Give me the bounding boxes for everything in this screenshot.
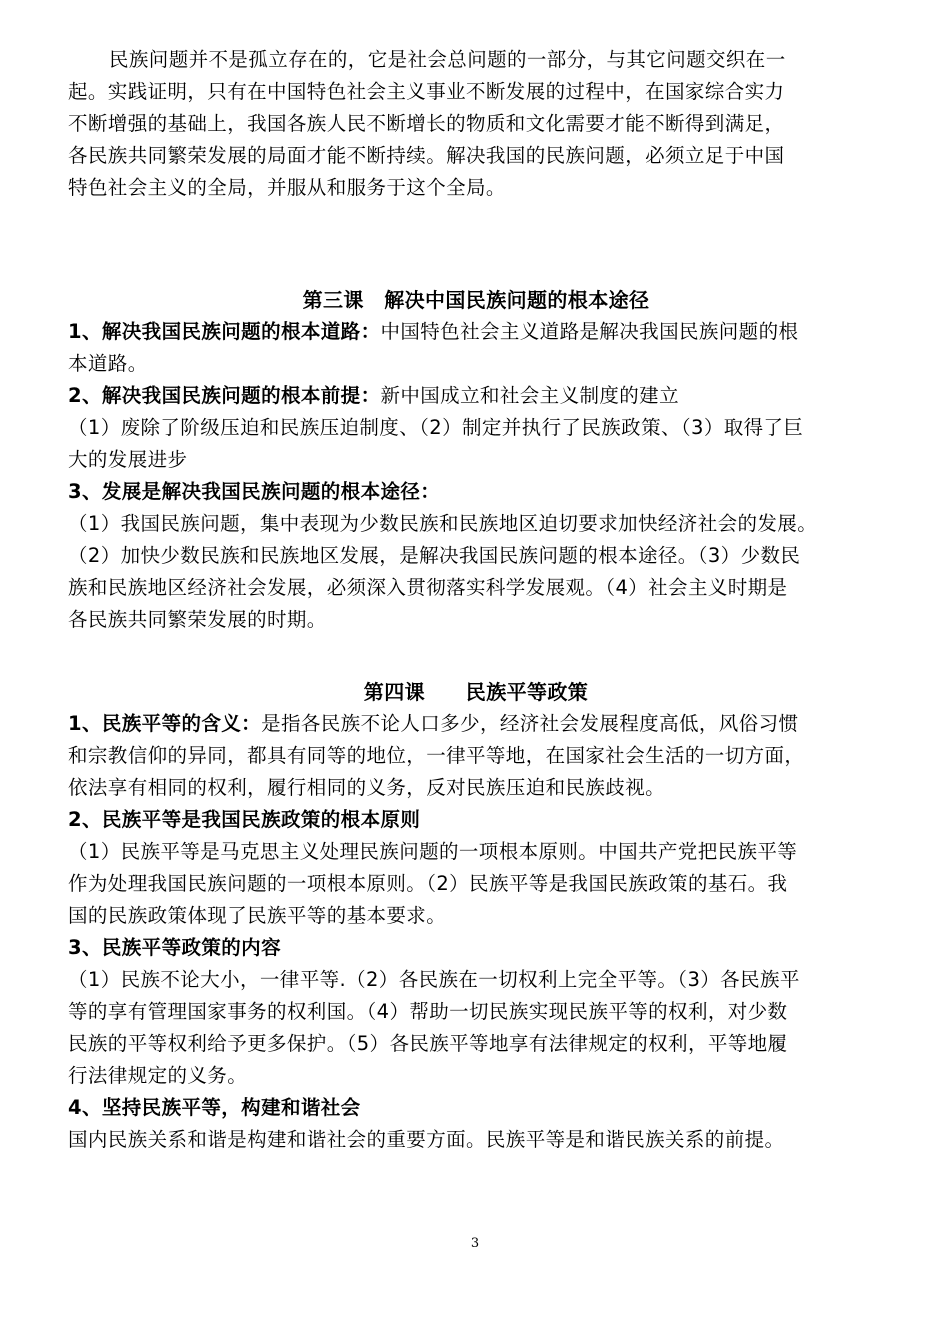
paragraph-line: （2）加快少数民族和民族地区发展，是解决我国民族问题的根本途径。（3）少数民	[68, 544, 801, 567]
paragraph-line: 依法享有相同的权利，履行相同的义务，反对民族压迫和民族歧视。	[68, 776, 666, 799]
lesson-4-item-4-heading: 4、坚持民族平等，构建和谐社会	[68, 1096, 361, 1119]
lesson-4-item-1	[68, 708, 884, 740]
lesson-4-section	[68, 676, 884, 1156]
paragraph-line: 大的发展进步	[68, 448, 188, 471]
lesson-3-item-1	[68, 316, 884, 348]
lesson-4-item-2-heading: 2、民族平等是我国民族政策的根本原则	[68, 808, 421, 831]
paragraph-line: 起。实践证明，只有在中国特色社会主义事业不断发展的过程中，在国家综合实力	[68, 80, 785, 103]
paragraph-line: 国的民族政策体现了民族平等的基本要求。	[68, 904, 447, 927]
paragraph-line: 国内民族关系和谐是构建和谐社会的重要方面。民族平等是和谐民族关系的前提。	[68, 1128, 785, 1151]
paragraph-line: 族和民族地区经济社会发展，必须深入贯彻落实科学发展观。（4）社会主义时期是	[68, 576, 788, 599]
paragraph-line: 民族问题并不是孤立存在的，它是社会总问题的一部分，与其它问题交织在一	[109, 48, 786, 71]
intro-paragraph	[68, 44, 884, 204]
page-number: 3	[470, 1236, 480, 1251]
item-text: 中国特色社会主义道路是解决我国民族问题的根	[380, 320, 799, 343]
item-text: 新中国成立和社会主义制度的建立	[380, 384, 679, 407]
paragraph-line: （1）我国民族问题，集中表现为少数民族和民族地区迫切要求加快经济社会的发展。	[68, 512, 818, 535]
paragraph-line: 作为处理我国民族问题的一项根本原则。（2）民族平等是我国民族政策的基石。我	[68, 872, 788, 895]
paragraph-line: 各民族共同繁荣发展的局面才能不断持续。解决我国的民族问题，必须立足于中国	[68, 144, 785, 167]
paragraph-line: 不断增强的基础上，我国各族人民不断增长的物质和文化需要才能不断得到满足，	[68, 112, 785, 135]
lesson-3-item-2	[68, 380, 884, 412]
lesson-4-item-3-heading: 3、民族平等政策的内容	[68, 936, 281, 959]
paragraph-line: （1）民族不论大小，一律平等.（2）各民族在一切权利上完全平等。（3）各民族平	[68, 968, 800, 991]
paragraph-line: 等的享有管理国家事务的权利国。（4）帮助一切民族实现民族平等的权利，对少数	[68, 1000, 788, 1023]
item-text: 是指各民族不论人口多少，经济社会发展程度高低，风俗习惯	[261, 712, 799, 735]
paragraph-line: （1）民族平等是马克思主义处理民族问题的一项根本原则。中国共产党把民族平等	[68, 840, 798, 863]
paragraph-line: 本道路。	[68, 352, 148, 375]
lesson-3-section	[68, 284, 884, 636]
item-heading: 1、民族平等的含义：	[68, 712, 262, 735]
lesson-3-title: 第三课 解决中国民族问题的根本途径	[302, 288, 650, 312]
document-page	[68, 44, 884, 1156]
item-heading: 1、解决我国民族问题的根本道路：	[68, 320, 381, 343]
paragraph-line: 各民族共同繁荣发展的时期。	[68, 608, 327, 631]
paragraph-line: 民族的平等权利给予更多保护。（5）各民族平等地享有法律规定的权利，平等地履	[68, 1032, 788, 1055]
lesson-4-title: 第四课 民族平等政策	[363, 680, 589, 704]
paragraph-line: 和宗教信仰的异同，都具有同等的地位，一律平等地，在国家社会生活的一切方面，	[68, 744, 805, 767]
paragraph-line: 行法律规定的义务。	[68, 1064, 248, 1087]
paragraph-line: （1）废除了阶级压迫和民族压迫制度、（2）制定并执行了民族政策、（3）取得了巨	[68, 416, 804, 439]
lesson-3-item-3-heading: 3、发展是解决我国民族问题的根本途径：	[68, 480, 441, 503]
item-heading: 2、解决我国民族问题的根本前提：	[68, 384, 381, 407]
paragraph-line: 特色社会主义的全局，并服从和服务于这个全局。	[68, 176, 506, 199]
